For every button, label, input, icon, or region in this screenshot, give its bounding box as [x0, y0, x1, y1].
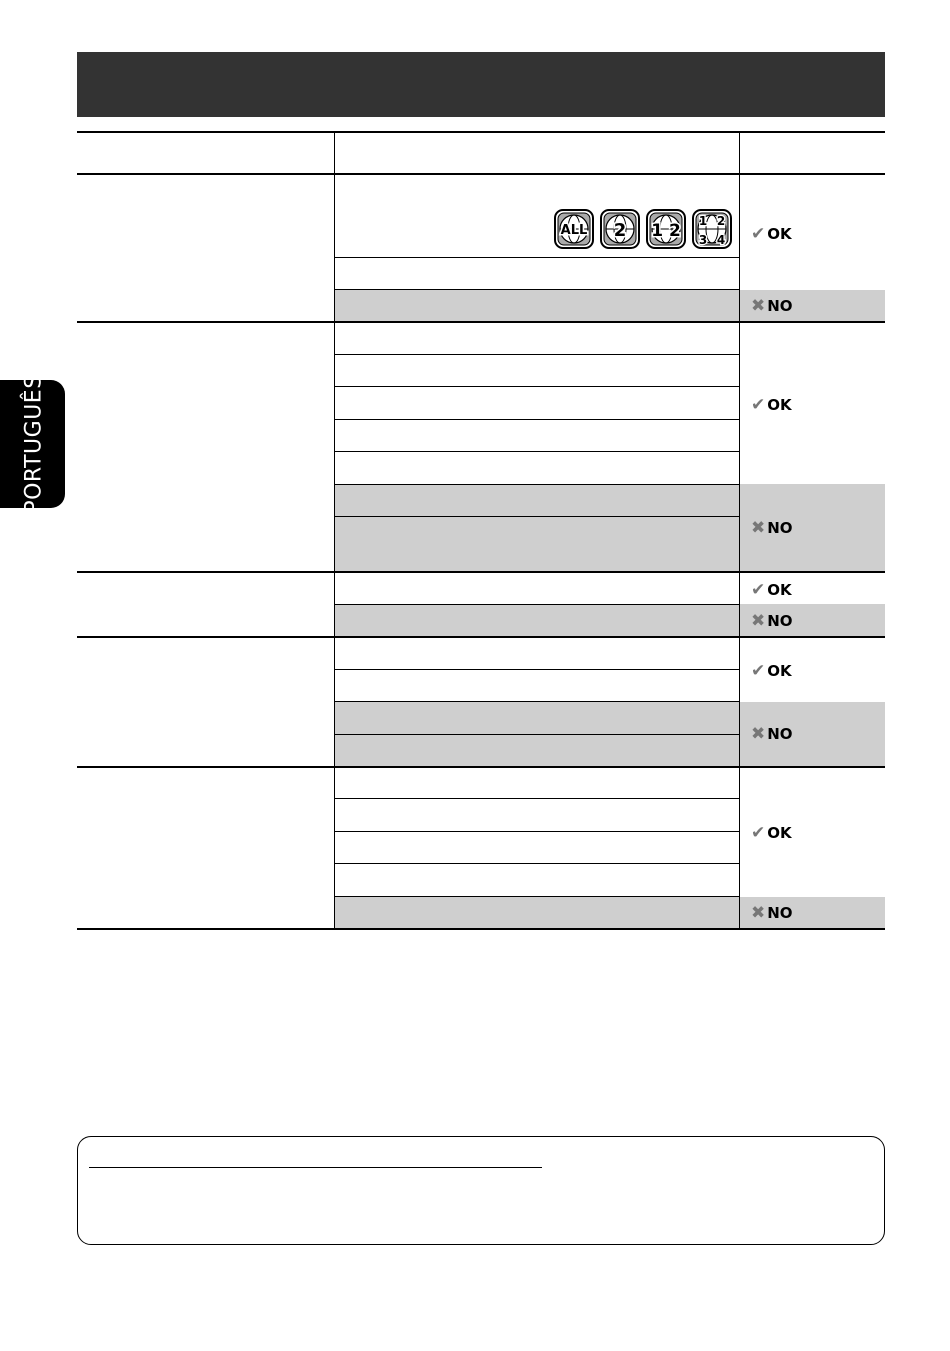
- table-subrule: [334, 669, 739, 670]
- svg-text:2: 2: [716, 214, 726, 228]
- check-icon: ✔: [751, 661, 766, 681]
- table-subrule: [334, 419, 739, 420]
- language-tab-label: PORTUGUÊS: [21, 374, 47, 514]
- table-subrule: [334, 701, 739, 702]
- table-subrule: [334, 257, 739, 258]
- table-subrule: [334, 896, 739, 897]
- no-label: NO: [767, 904, 793, 922]
- table-subrule: [334, 734, 739, 735]
- no-indicator: [751, 610, 793, 632]
- table-subrule: [334, 604, 739, 605]
- ok-indicator: [751, 660, 792, 682]
- region-2-icon: [601, 210, 639, 248]
- ok-label: OK: [767, 581, 792, 599]
- cross-icon: ✖: [751, 611, 766, 631]
- shaded-row: [334, 897, 885, 929]
- no-label: NO: [767, 297, 793, 315]
- cross-icon: ✖: [751, 903, 766, 923]
- no-label: NO: [767, 519, 793, 537]
- table-subrule: [334, 386, 739, 387]
- cross-icon: ✖: [751, 724, 766, 744]
- svg-text:2: 2: [613, 220, 627, 241]
- no-label: NO: [767, 612, 793, 630]
- table-subrule: [334, 516, 739, 517]
- svg-text:ALL: ALL: [560, 223, 588, 238]
- svg-text:1 2: 1 2: [651, 221, 681, 241]
- region-code-icons: [554, 209, 734, 249]
- shaded-row: [334, 604, 885, 637]
- table-column-divider: [739, 131, 740, 929]
- check-icon: ✔: [751, 580, 766, 600]
- check-icon: ✔: [751, 224, 766, 244]
- svg-text:4: 4: [716, 233, 726, 247]
- no-indicator: [751, 517, 793, 539]
- table-subrule: [334, 831, 739, 832]
- table-rule: [77, 766, 885, 768]
- cross-icon: ✖: [751, 518, 766, 538]
- shaded-row: [334, 290, 885, 322]
- note-underline: [89, 1167, 542, 1168]
- no-indicator: [751, 902, 793, 924]
- cross-icon: ✖: [751, 296, 766, 316]
- ok-indicator: [751, 223, 792, 245]
- table-rule: [77, 321, 885, 323]
- table-subrule: [334, 484, 739, 485]
- check-icon: ✔: [751, 823, 766, 843]
- region-1234-icon: [693, 210, 731, 248]
- table-rule: [77, 173, 885, 175]
- shaded-row: [334, 484, 885, 571]
- table-rule: [77, 636, 885, 638]
- table-rule: [77, 131, 885, 133]
- ok-label: OK: [767, 396, 792, 414]
- note-box: [77, 1136, 885, 1245]
- check-icon: ✔: [751, 395, 766, 415]
- table-subrule: [334, 798, 739, 799]
- svg-text:3: 3: [698, 233, 708, 247]
- ok-label: OK: [767, 225, 792, 243]
- ok-indicator: [751, 579, 792, 601]
- table-subrule: [334, 289, 739, 290]
- no-label: NO: [767, 725, 793, 743]
- header-bar: [77, 52, 885, 117]
- table-rule: [77, 928, 885, 930]
- table-subrule: [334, 863, 739, 864]
- no-indicator: [751, 723, 793, 745]
- ok-label: OK: [767, 824, 792, 842]
- svg-text:1: 1: [698, 214, 708, 228]
- table-rule: [77, 571, 885, 573]
- table-subrule: [334, 354, 739, 355]
- table-column-divider: [334, 131, 335, 929]
- region-12-icon: [647, 210, 685, 248]
- ok-label: OK: [767, 662, 792, 680]
- region-all-icon: [555, 210, 593, 248]
- table-subrule: [334, 451, 739, 452]
- ok-indicator: [751, 394, 792, 416]
- ok-indicator: [751, 822, 792, 844]
- no-indicator: [751, 295, 793, 317]
